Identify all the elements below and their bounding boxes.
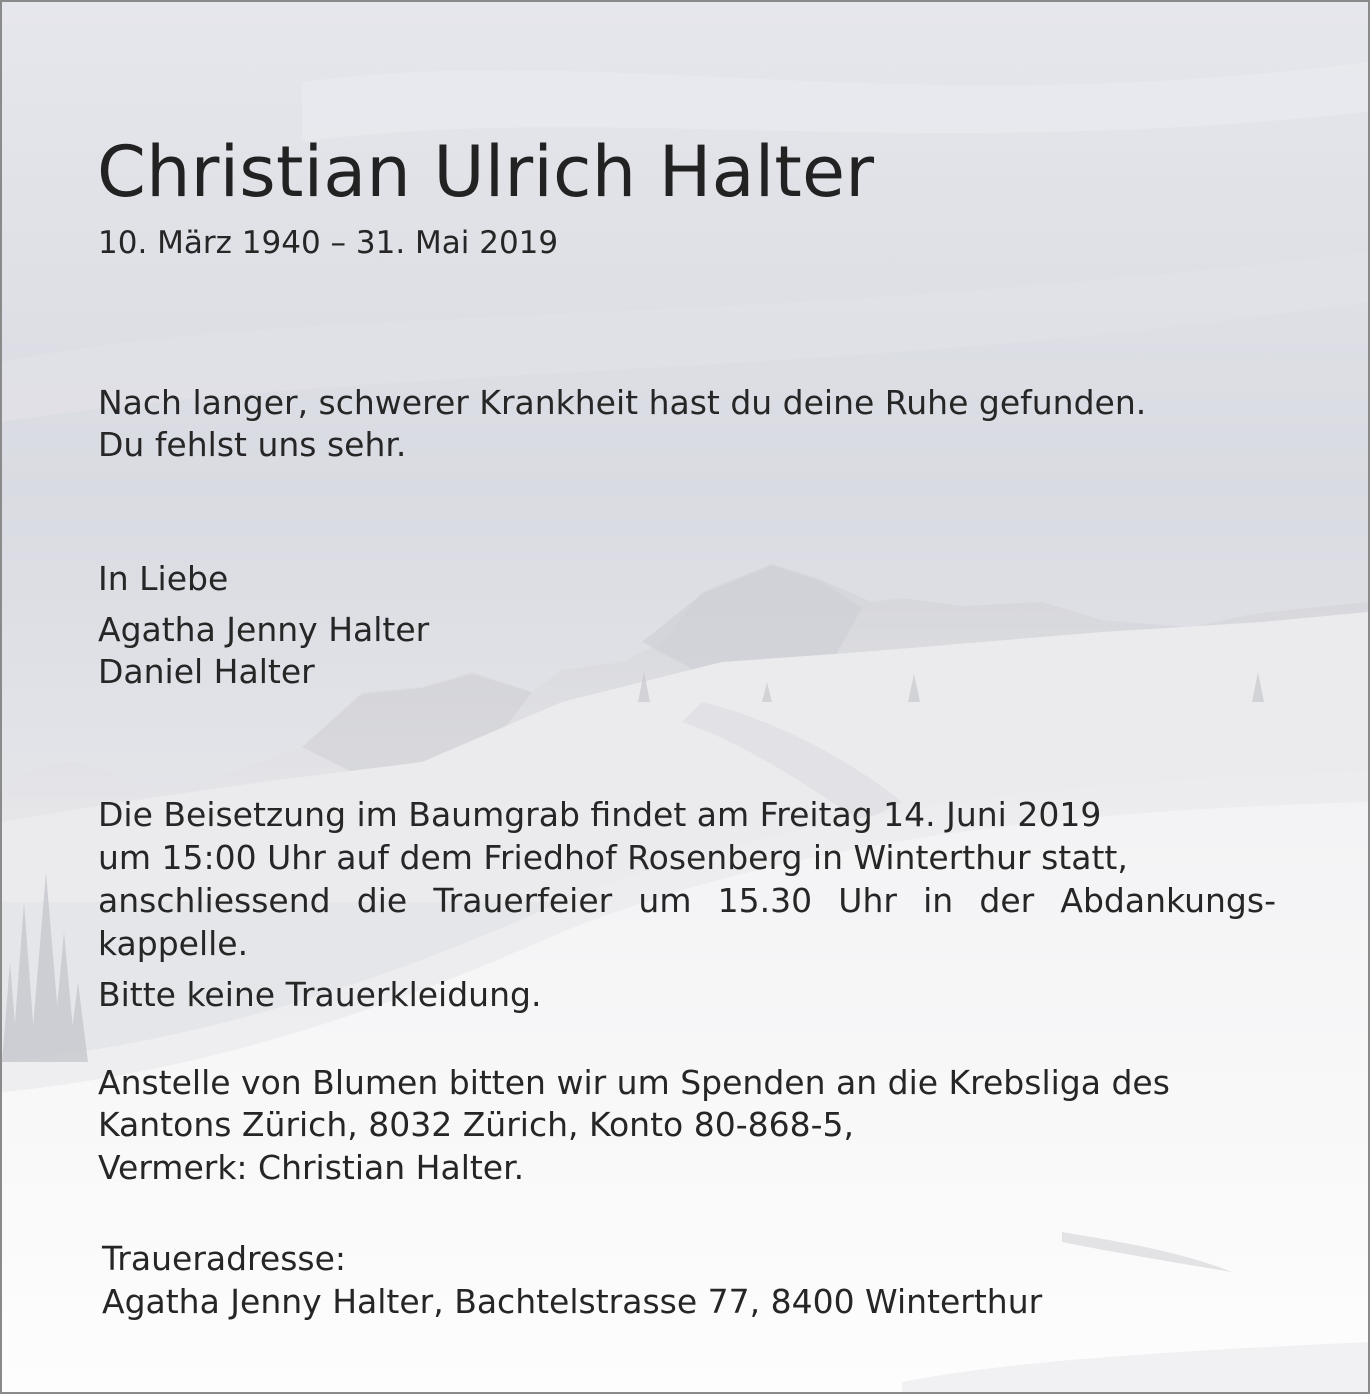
donation-line-2: Kantons Zürich, 8032 Zürich, Konto 80-868-5,	[98, 1105, 854, 1144]
life-dates: 10. März 1940 – 31. Mai 2019	[98, 225, 559, 261]
donation-line-3: Vermerk: Christian Halter.	[98, 1148, 525, 1187]
mourner-1: Agatha Jenny Halter	[98, 610, 430, 649]
obituary-text	[2, 2, 1368, 1392]
dress-note: Bitte keine Trauerkleidung.	[98, 975, 542, 1014]
address-label: Traueradresse:	[102, 1239, 347, 1278]
burial-line-2: um 15:00 Uhr auf dem Friedhof Rosenberg in Winterthur statt,	[98, 838, 1128, 877]
burial-line-3: anschliessend die Trauerfeier um 15.30 Uhr in der Abdankungs-	[98, 881, 1276, 920]
mourner-2: Daniel Halter	[98, 652, 315, 691]
signoff: In Liebe	[98, 559, 229, 598]
burial-line-1: Die Beisetzung im Baumgrab findet am Freitag 14. Juni 2019	[98, 795, 1102, 834]
burial-line-4: kappelle.	[98, 924, 249, 963]
deceased-name: Christian Ulrich Halter	[97, 131, 875, 213]
donation-line-1: Anstelle von Blumen bitten wir um Spenden an die Krebsliga des	[98, 1063, 1170, 1102]
mourning-address: Agatha Jenny Halter, Bachtelstrasse 77, 8400 Winterthur	[102, 1282, 1043, 1321]
message-line-1: Nach langer, schwerer Krankheit hast du deine Ruhe gefunden.	[98, 383, 1147, 422]
message-line-2: Du fehlst uns sehr.	[98, 425, 407, 464]
